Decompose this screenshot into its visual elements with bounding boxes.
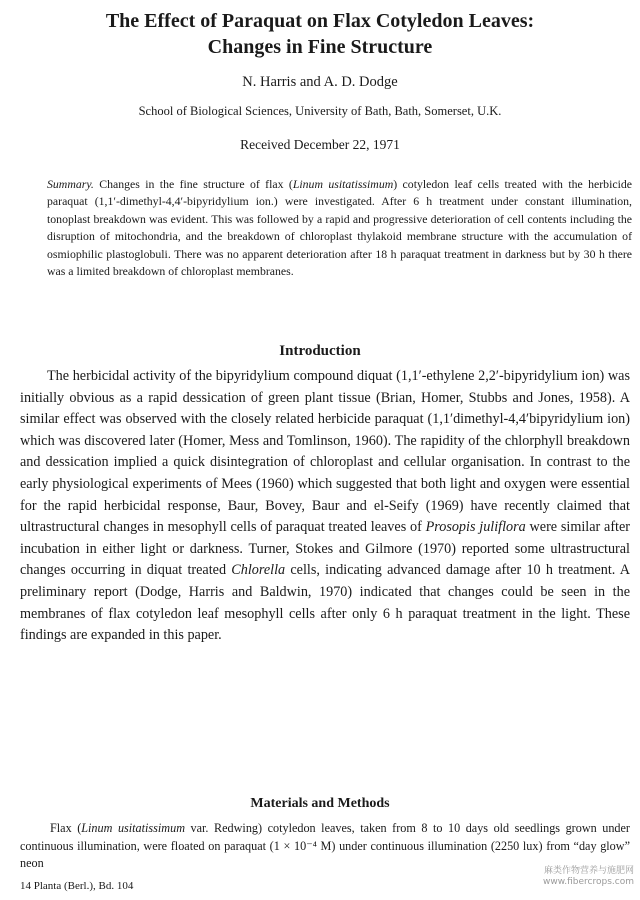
methods-text-1: Flax ( [50, 821, 82, 835]
methods-species: Linum usitatissimum [81, 821, 185, 835]
watermark [543, 866, 634, 888]
watermark-line-1: 麻类作物营养与施肥网 [543, 866, 634, 876]
methods-paragraph [20, 820, 630, 873]
summary-label: Summary. [47, 177, 94, 191]
intro-text-3: cells, indicating advanced damage after 10 h treatment. A preliminary report (Dodge, Harris and Baldwin, 1970) indicated that changes could be seen in the membranes of flax cotyledon leaf mesophyll cells after only 6 h paraquat treatment in the light. These findings are expanded in this paper. [20, 562, 630, 644]
intro-text-1: The herbicidal activity of the bipyridylium compound diquat (1,1′-ethylene 2,2′-bipyridylium ion) was initially obvious as a rapid dessication of green plant tissue (Brian, Homer, Stubbs and Jones, 1958). A similar effect was observed with the closely related herbicide paraquat (1,1′dimethyl-4,4′bipyridylium ion) which was discovered later (Homer, Mess and Tomlinson, 1960). The rapidity of the chlorphyll breakdown and dessication implied a quick disintegration of chloroplast and cellular organisation. In contrast to the early physiological experiments of Mees (1960) which suggested that both light and oxygen were essential for the rapid herbicidal response, Baur, Bovey, Baur and el-Seify (1969) have recently claimed that ultrastructural changes in mesophyll cells of paraquat treated leaves of [20, 368, 630, 536]
introduction-heading: Introduction [279, 343, 361, 359]
title-line-2: Changes in Fine Structure [207, 36, 433, 58]
summary-paragraph [47, 176, 632, 280]
methods-heading: Materials and Methods [250, 796, 390, 811]
affiliation: School of Biological Sciences, University of Bath, Bath, Somerset, U.K. [138, 104, 502, 118]
page-footer: 14 Planta (Berl.), Bd. 104 [20, 880, 134, 892]
introduction-paragraph [20, 366, 630, 647]
methods-text-2: var. Redwing) cotyledon leaves, taken from 8 to 10 days old seedlings grown under continuous illumination, were floated on paraquat (1 × 10⁻⁴ M) under continuous illumination (2250 lux) from “day glow” neon [20, 821, 630, 870]
summary-species: Linum usitatissimum [292, 177, 394, 191]
intro-text-2: were similar after incubation in either light or darkness. Turner, Stokes and Gilmore (1970) reported some ultrastructural changes occurring in diquat treated [20, 519, 631, 579]
authors: N. Harris and A. D. Dodge [242, 74, 398, 90]
summary-text-1: Changes in the fine structure of flax ( [93, 177, 293, 191]
intro-species-1: Prosopis juliflora [425, 519, 526, 536]
intro-species-2: Chlorella [231, 562, 286, 579]
title-line-1: The Effect of Paraquat on Flax Cotyledon Leaves: [105, 10, 535, 32]
received-date: Received December 22, 1971 [240, 137, 400, 152]
summary-text-2: ) cotyledon leaf cells treated with the herbicide paraquat (1,1′-dimethyl-4,4′-bipyridylium ion.) were investigated. After 6 h treatment under constant illumination, tonoplast breakdown was evident. This was followed by a rapid and progressive deterioration of cell contents including the disruption of mitochondria, and the breakdown of chloroplast thylakoid membrane structure with the accumulation of osmiophilic plastoglobuli. There was no apparent deterioration after 18 h paraquat treatment in darkness but by 30 h there was a limited breakdown of chloroplast membranes. [47, 177, 632, 279]
watermark-line-2: www.fibercrops.com [543, 877, 634, 887]
